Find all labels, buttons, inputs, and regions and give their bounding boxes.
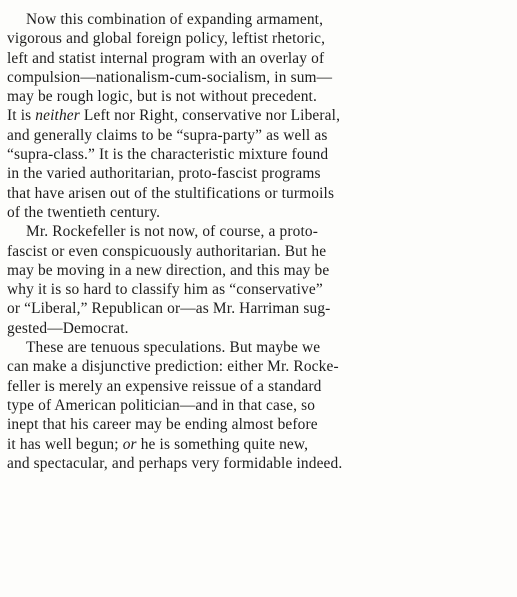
text-line: can make a disjunctive prediction: either Mr. Rocke- <box>7 358 339 376</box>
text-run: Left nor Right, conservative nor Liberal, <box>79 107 341 125</box>
text-line: may be moving in a new direction, and this may be <box>7 261 330 279</box>
text-line: that have arisen out of the stultifications or turmoils <box>7 184 335 202</box>
text-line: inept that his career may be ending almost before <box>7 416 318 434</box>
text-line: vigorous and global foreign policy, leftist rhetoric, <box>7 30 326 48</box>
text-line: or “Liberal,” Republican or—as Mr. Harriman sug- <box>7 300 331 318</box>
text-line: and generally claims to be “supra-party” as well as <box>7 126 328 144</box>
text-line: feller is merely an expensive reissue of a standard <box>7 377 322 395</box>
text-line: compulsion—nationalism-cum-socialism, in sum— <box>7 68 333 86</box>
article-column <box>7 10 507 473</box>
text-line: may be rough logic, but is not without precedent. <box>7 88 317 106</box>
emphasis-or: or <box>122 435 137 453</box>
text-line: Now this combination of expanding armament, <box>26 11 324 28</box>
text-run: It is <box>7 107 36 125</box>
text-line: why it is so hard to classify him as “conservative” <box>7 281 323 299</box>
text-line <box>7 106 507 125</box>
text-line: and spectacular, and perhaps very formidable indeed. <box>7 454 343 472</box>
text-line: Mr. Rockefeller is not now, of course, a proto- <box>26 223 318 241</box>
emphasis-neither: neither <box>35 107 80 125</box>
text-line: These are tenuous speculations. But maybe we <box>26 339 321 357</box>
text-run: he is something quite new, <box>136 435 309 453</box>
paragraph-3 <box>7 338 507 473</box>
text-line: in the varied authoritarian, proto-fascist programs <box>7 165 321 183</box>
paragraph-1 <box>7 10 507 222</box>
paragraph-2 <box>7 222 507 338</box>
text-line: type of American politician—and in that case, so <box>7 396 316 414</box>
text-line: of the twentieth century. <box>7 203 161 221</box>
text-run: it has well begun; <box>7 435 123 453</box>
text-line: fascist or even conspicuously authoritarian. But he <box>7 242 327 260</box>
text-line: gested—Democrat. <box>7 319 129 337</box>
text-line: left and statist internal program with an overlay of <box>7 49 325 67</box>
text-line <box>7 435 507 454</box>
text-line: “supra-class.” It is the characteristic mixture found <box>7 146 329 164</box>
